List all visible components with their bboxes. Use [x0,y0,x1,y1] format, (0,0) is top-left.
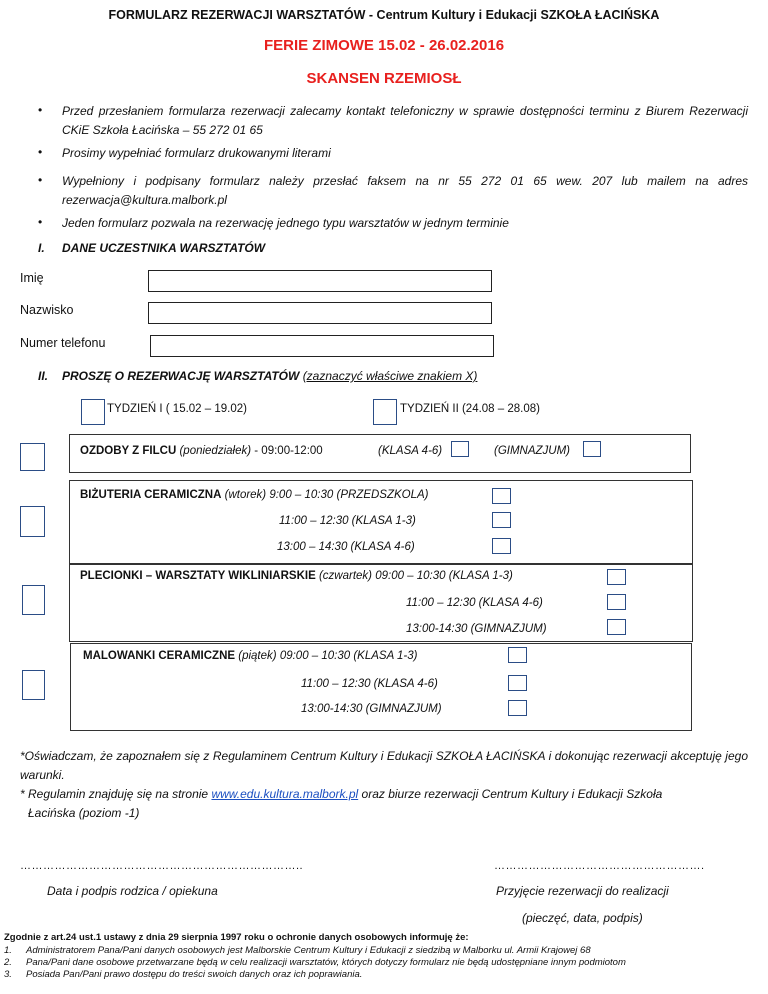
workshop1-day: (poniedziałek) [179,445,252,457]
section2-title: PROSZĘ O REZERWACJĘ WARSZTATÓW [62,369,300,383]
workshop4-slot2-checkbox[interactable] [508,675,527,691]
workshop3-name: PLECIONKI – WARSZTATY WIKLINIARSKIE [80,570,316,582]
bullet-icon: • [38,145,43,159]
footer-num-3: 3. [4,969,12,980]
section1-title: DANE UCZESTNIKA WARSZTATÓW [62,241,266,255]
workshop1-checkbox[interactable] [20,443,45,471]
workshop2-slot3-checkbox[interactable] [492,538,511,554]
workshop1-opt2-label: (GIMNAZJUM) [494,445,571,457]
workshop4-slot3-checkbox[interactable] [508,700,527,716]
section2-note: (zaznaczyć właściwe znakiem X) [302,369,478,383]
workshop2-slot3: 13:00 – 14:30 (KLASA 4-6) [277,541,415,553]
footer-num-1: 1. [4,945,12,956]
workshop4-line [83,650,417,662]
workshop2-day: (wtorek) [224,489,267,501]
workshop3-slot1-checkbox[interactable] [607,569,626,585]
regulation-pre: * Regulamin znajduję się na stronie [20,787,209,801]
bullet-icon: • [38,173,43,187]
first-name-field[interactable] [148,270,492,292]
phone-field[interactable] [150,335,494,357]
statement-text: *Oświadczam, że zapoznałem się z Regulaminem Centrum Kultury i Edukacji SZKOŁA ŁACIŃSKA i dokonując rezerwacji akceptuję jego warunki. [20,749,748,782]
workshop2-slot1: 9:00 – 10:30 (PRZEDSZKOLA) [269,489,429,501]
form-title: FORMULARZ REZERWACJI WARSZTATÓW - Centrum Kultury i Edukacji SZKOŁA ŁACIŃSKA [108,8,660,22]
footer-item-2: Pana/Pani dane osobowe przetwarzane będą w celu realizacji warsztatów, których dotyczy formularz nie będą udostępniane innym podmiotom [26,957,626,968]
signature-label-left: Data i podpis rodzica / opiekuna [47,884,218,898]
workshop4-slot1: 09:00 – 10:30 (KLASA 1-3) [279,650,418,662]
workshop3-slot3: 13:00-14:30 (GIMNAZJUM) [406,623,547,635]
workshop3-slot3-checkbox[interactable] [607,619,626,635]
workshop4-slot2: 11:00 – 12:30 (KLASA 4-6) [301,678,438,690]
workshop2-name: BIŻUTERIA CERAMICZNA [80,489,222,501]
footer-item-3: Posiada Pan/Pani prawo dostępu do treści swoich danych oraz ich poprawiania. [26,969,363,980]
bullet-text-1: Przed przesłaniem formularza rezerwacji zalecamy kontakt telefoniczny w sprawie dostępności terminu z Biurem Rezerwacji CKiE Szkoła Łacińska – 55 272 01 65 [62,104,748,137]
first-name-label: Imię [20,271,44,285]
signature-line-right: ………………………………………………. [494,860,705,872]
week2-checkbox[interactable] [373,399,397,425]
workshop4-checkbox[interactable] [22,670,45,700]
workshop2-slot1-checkbox[interactable] [492,488,511,504]
footer-title: Zgodnie z art.24 ust.1 ustawy z dnia 29 sierpnia 1997 roku o ochronie danych osobowych informuję że: [4,932,469,943]
bullet-icon: • [38,215,43,229]
period-title: FERIE ZIMOWE 15.02 - 26.02.2016 [263,37,505,54]
week1-label: TYDZIEŃ I ( 15.02 – 19.02) [107,403,247,415]
signature-label-right: Przyjęcie rezerwacji do realizacji [496,884,669,898]
signature-label-right-2: (pieczęć, data, podpis) [522,911,643,925]
workshop1-opt1-label: (KLASA 4-6) [378,445,443,457]
workshop2-slot2: 11:00 – 12:30 (KLASA 1-3) [279,515,416,527]
section1-number: I. [38,241,45,255]
workshop3-slot2-checkbox[interactable] [607,594,626,610]
section2-number: II. [38,369,49,383]
workshop2-slot2-checkbox[interactable] [492,512,511,528]
workshop4-slot3: 13:00-14:30 (GIMNAZJUM) [301,703,442,715]
phone-label: Numer telefonu [20,336,106,350]
workshop1-name: OZDOBY Z FILCU [80,445,177,457]
signature-line-left: ……………………………………………………………….. [20,860,304,872]
footer-num-2: 2. [4,957,12,968]
bullet-icon: • [38,103,43,117]
workshop4-slot1-checkbox[interactable] [508,647,527,663]
bullet-text-4: Jeden formularz pozwala na rezerwację jednego typu warsztatów w jednym terminie [62,216,509,230]
footer-item-1: Administratorem Pana/Pani danych osobowych jest Malborskie Centrum Kultury i Edukacji z siedzibą w Malborku ul. Armii Krajowej 68 [26,945,591,956]
workshop3-slot1: 09:00 – 10:30 (KLASA 1-3) [375,570,513,582]
week2-label: TYDZIEŃ II (24.08 – 28.08) [400,403,540,415]
section2-heading [62,369,477,383]
workshop1-time: - 09:00-12:00 [254,445,323,457]
regulation-post: oraz biurze rezerwacji Centrum Kultury i Edukacji Szkoła [361,787,663,801]
workshop3-day: (czwartek) [318,570,372,582]
regulation-line2: Łacińska (poziom -1) [28,806,140,820]
workshop1-opt1-checkbox[interactable] [451,441,469,457]
workshop2-line [80,489,429,501]
workshop4-day: (piątek) [238,650,277,662]
week1-checkbox[interactable] [81,399,105,425]
workshop2-checkbox[interactable] [20,506,45,537]
workshop3-slot2: 11:00 – 12:30 (KLASA 4-6) [406,597,543,609]
workshop3-line [80,570,513,582]
bullet-text-2: Prosimy wypełniać formularz drukowanymi literami [62,146,331,160]
workshop1-opt2-checkbox[interactable] [583,441,601,457]
last-name-field[interactable] [148,302,492,324]
workshop1-line [80,445,323,457]
workshop4-name: MALOWANKI CERAMICZNE [83,650,236,662]
workshop3-checkbox[interactable] [22,585,45,615]
regulation-link[interactable]: www.edu.kultura.malbork.pl [211,787,359,801]
last-name-label: Nazwisko [20,303,74,317]
subtitle: SKANSEN RZEMIOSŁ [306,70,462,87]
bullet-text-3: Wypełniony i podpisany formularz należy przesłać faksem na nr 55 272 01 65 wew. 207 lub mailem na adres rezerwacja@kultura.malbork.pl [62,174,748,207]
regulation-text [20,785,748,823]
